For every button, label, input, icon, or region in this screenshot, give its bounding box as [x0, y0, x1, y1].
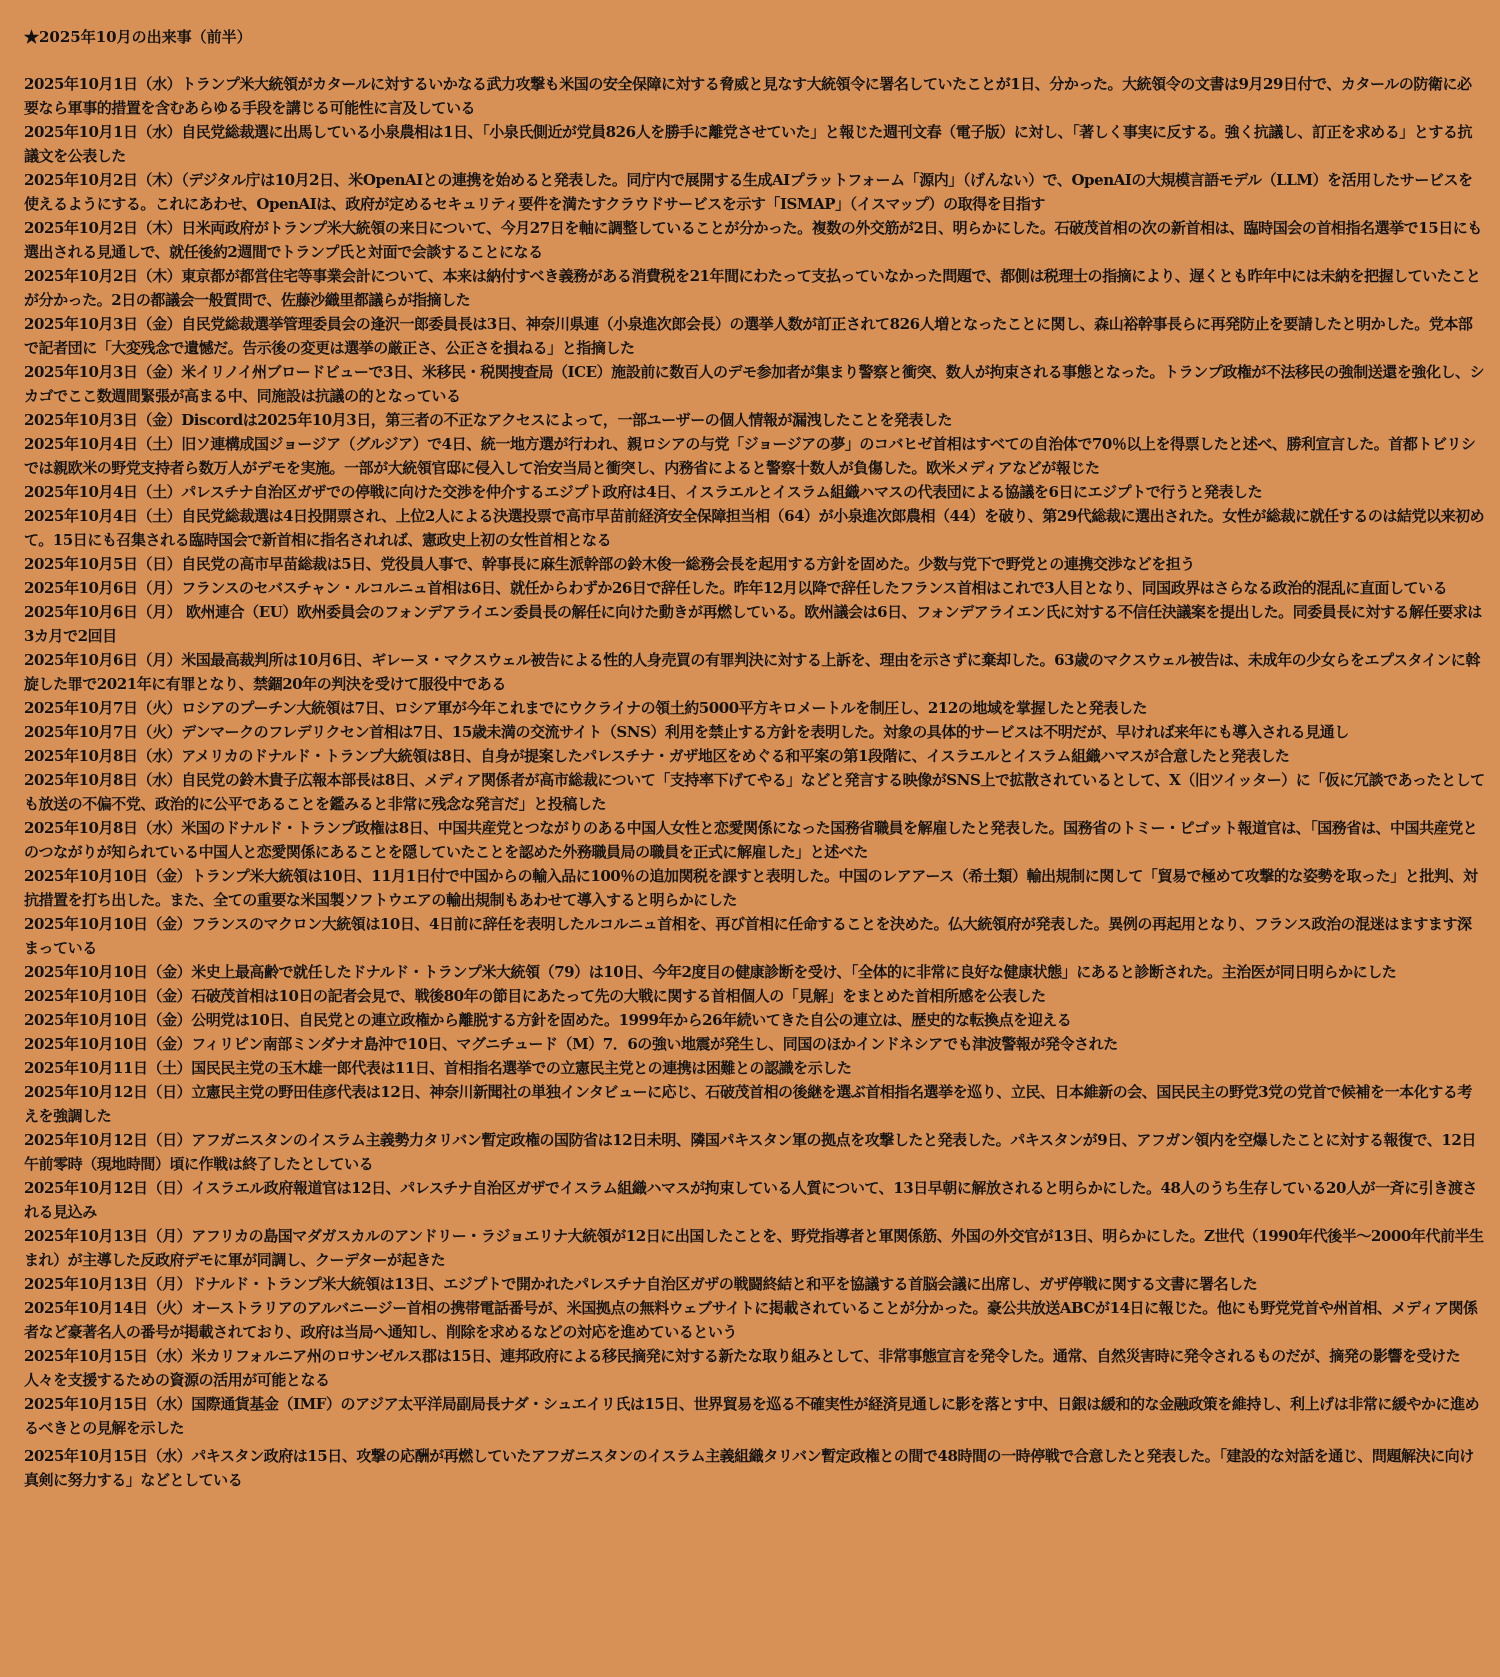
event-entry: 2025年10月8日（水）アメリカのドナルド・トランプ大統領は8日、自身が提案したパレスチナ・ガザ地区をめぐる和平案の第1段階に、イスラエルとイスラム組織ハマスが合意したと発表した: [24, 747, 1290, 765]
event-entry: 2025年10月6日（月）フランスのセバスチャン・ルコルニュ首相は6日、就任からわずか26日で辞任した。昨年12月以降で辞任したフランス首相はこれで3人目となり、同国政界はさらなる政治的混乱に直面している: [24, 579, 1448, 597]
event-entry: 2025年10月8日（水）米国のドナルド・トランプ政権は8日、中国共産党とつながりのある中国人女性と恋愛関係になった国務省職員を解雇したと発表した。国務省のトミー・ピゴット報道官は、「国務省は、中国共産党とのつながりが知られている中国人と恋愛関係にあることを隠していたことを認めた外務職員局の職員を正式に解雇した」と述べた: [24, 819, 1478, 861]
event-list: [24, 72, 1486, 1492]
event-entry: 2025年10月12日（日）立憲民主党の野田佳彦代表は12日、神奈川新聞社の単独インタビューに応じ、石破茂首相の後継を選ぶ首相指名選挙を巡り、立民、日本維新の会、国民民主の野党3党の党首で候補を一本化する考えを強調した: [24, 1083, 1472, 1125]
event-entry: 2025年10月7日（火）デンマークのフレデリクセン首相は7日、15歳未満の交流サイト（SNS）利用を禁止する方針を表明した。対象の具体的サービスは不明だが、早ければ来年にも導入される見通し: [24, 723, 1349, 741]
event-entry: 2025年10月3日（金）自民党総裁選挙管理委員会の逢沢一郎委員長は3日、神奈川県連（小泉進次郎会長）の選挙人数が訂正されて826人増となったことに関し、森山裕幹事長らに再発防止を要請したと明かした。党本部で記者団に「大変残念で遺憾だ。告示後の変更は選挙の厳正さ、公正さを損ねる」と指摘した: [24, 315, 1473, 357]
event-entry: 2025年10月10日（金）石破茂首相は10日の記者会見で、戦後80年の節目にあたって先の大戦に関する首相個人の「見解」をまとめた首相所感を公表した: [24, 987, 1046, 1005]
event-entry: 2025年10月8日（水）自民党の鈴木貴子広報本部長は8日、メディア関係者が高市総裁について「支持率下げてやる」などと発言する映像がSNS上で拡散されているとして、X（旧ツイッター）に「仮に冗談であったとしても放送の不偏不党、政治的に公平であることを鑑みると非常に残念な発言だ」と投稿した: [24, 771, 1485, 813]
event-entry: 2025年10月11日（土）国民民主党の玉木雄一郎代表は11日、首相指名選挙での立憲民主党との連携は困難との認識を示した: [24, 1059, 852, 1077]
event-entry: 2025年10月10日（金）フランスのマクロン大統領は10日、4日前に辞任を表明したルコルニュ首相を、再び首相に任命することを決めた。仏大統領府が発表した。異例の再起用となり、フランス政治の混迷はますます深まっている: [24, 915, 1472, 957]
event-entry: 2025年10月10日（金）米史上最高齢で就任したドナルド・トランプ米大統領（79）は10日、今年2度目の健康診断を受け、「全体的に非常に良好な健康状態」にあると診断された。主治医が同日明らかにした: [24, 963, 1397, 981]
event-entry: 2025年10月6日（月）米国最高裁判所は10月6日、ギレーヌ・マクスウェル被告による性的人身売買の有罪判決に対する上訴を、理由を示さずに棄却した。63歳のマクスウェル被告は、未成年の少女らをエプスタインに斡旋した罪で2021年に有罪となり、禁錮20年の判決を受けて服役中である: [24, 651, 1480, 693]
event-entry: 2025年10月4日（土）旧ソ連構成国ジョージア（グルジア）で4日、統一地方選が行われ、親ロシアの与党「ジョージアの夢」のコバヒゼ首相はすべての自治体で70％以上を得票したと述べ、勝利宣言した。首都トビリシでは親欧米の野党支持者ら数万人がデモを実施。一部が大統領官邸に侵入して治安当局と衝突し、内務省によると警察十数人が負傷した。欧米メディアなどが報じた: [24, 435, 1476, 477]
event-entry: 2025年10月15日（水）米カリフォルニア州のロサンゼルス郡は15日、連邦政府による移民摘発に対する新たな取り組みとして、非常事態宣言を発令した。通常、自然災害時に発令されるものだが、摘発の影響を受けた人々を支援するための資源の活用が可能となる: [24, 1347, 1461, 1389]
page-title: ★2025年10月の出来事（前半）: [24, 28, 252, 46]
event-entry: 2025年10月13日（月）アフリカの島国マダガスカルのアンドリー・ラジョエリナ大統領が12日に出国したことを、野党指導者と軍関係筋、外国の外交官が13日、明らかにした。Z世代（1990年代後半～2000年代前半生まれ）が主導した反政府デモに軍が同調し、クーデターが起きた: [24, 1227, 1484, 1269]
event-entry: 2025年10月2日（木）（デジタル庁は10月2日、米OpenAIとの連携を始めると発表した。同庁内で展開する生成AIプラットフォーム「源内」（げんない）で、OpenAIの大規模言語モデル（LLM）を活用したサービスを使えるようにする。これにあわせ、OpenAIは、政府が定めるセキュリティ要件を満たすクラウドサービスを示す「ISMAP」（イスマップ）の取得を目指す: [24, 171, 1473, 213]
event-entry: 2025年10月4日（土）パレスチナ自治区ガザでの停戦に向けた交渉を仲介するエジプト政府は4日、イスラエルとイスラム組織ハマスの代表団による協議を6日にエジプトで行うと発表した: [24, 483, 1263, 501]
event-entry: 2025年10月3日（金）米イリノイ州ブロードビューで3日、米移民・税関捜査局（ICE）施設前に数百人のデモ参加者が集まり警察と衝突、数人が拘束される事態となった。トランプ政権が不法移民の強制送還を強化し、シカゴでここ数週間緊張が高まる中、同施設は抗議の的となっている: [24, 363, 1485, 405]
event-entry: 2025年10月1日（水）自民党総裁選に出馬している小泉農相は1日、「小泉氏側近が党員826人を勝手に離党させていた」と報じた週刊文春（電子版）に対し、「著しく事実に反する。強く抗議し、訂正を求める」とする抗議文を公表した: [24, 123, 1473, 165]
event-entry: 2025年10月15日（水）国際通貨基金（IMF）のアジア太平洋局副局長ナダ・シュエイリ氏は15日、世界貿易を巡る不確実性が経済見通しに影を落とす中、日銀は緩和的な金融政策を維持し、利上げは非常に緩やかに進めるべきとの見解を示した: [24, 1395, 1480, 1437]
event-entry: 2025年10月4日（土）自民党総裁選は4日投開票され、上位2人による決選投票で高市早苗前経済安全保障担当相（64）が小泉進次郎農相（44）を破り、第29代総裁に選出された。女性が総裁に就任するのは結党以来初めて。15日にも召集される臨時国会で新首相に指名されれば、憲政史上初の女性首相となる: [24, 507, 1485, 549]
event-entry: 2025年10月3日（金）Discordは2025年10月3日，第三者の不正なアクセスによって，一部ユーザーの個人情報が漏洩したことを発表した: [24, 411, 953, 429]
event-entry: 2025年10月10日（金）トランプ米大統領は10日、11月1日付で中国からの輸入品に100％の追加関税を課すと表明した。中国のレアアース（希土類）輸出規制に関して「貿易で極めて攻撃的な姿勢を取った」と批判、対抗措置を打ち出した。また、全ての重要な米国製ソフトウエアの輸出規制もあわせて導入すると明らかにした: [24, 867, 1478, 909]
event-entry: 2025年10月2日（木）日米両政府がトランプ米大統領の来日について、今月27日を軸に調整していることが分かった。複数の外交筋が2日、明らかにした。石破茂首相の次の新首相は、臨時国会の首相指名選挙で15日にも選出される見通しで、就任後約2週間でトランプ氏と対面で会談することになる: [24, 219, 1482, 261]
event-entry: 2025年10月10日（金）公明党は10日、自民党との連立政権から離脱する方針を固めた。1999年から26年続いてきた自公の連立は、歴史的な転換点を迎える: [24, 1011, 1072, 1029]
event-entry: 2025年10月15日（水）パキスタン政府は15日、攻撃の応酬が再燃していたアフガニスタンのイスラム主義組織タリバン暫定政権との間で48時間の一時停戦で合意したと発表した。「建設的な対話を通じ、問題解決に向け真剣に努力する」などとしている: [24, 1447, 1474, 1489]
event-entry: 2025年10月6日（月） 欧州連合（EU）欧州委員会のフォンデアライエン委員長の解任に向けた動きが再燃している。欧州議会は6日、フォンデアライエン氏に対する不信任決議案を提出した。同委員長に対する解任要求は3カ月で2回目: [24, 603, 1482, 645]
event-entry: 2025年10月1日（水）トランプ米大統領がカタールに対するいかなる武力攻撃も米国の安全保障に対する脅威と見なす大統領令に署名していたことが1日、分かった。大統領令の文書は9月29日付で、カタールの防衛に必要なら軍事的措置を含むあらゆる手段を講じる可能性に言及している: [24, 75, 1472, 117]
event-entry: 2025年10月14日（火）オーストラリアのアルバニージー首相の携帯電話番号が、米国拠点の無料ウェブサイトに掲載されていることが分かった。豪公共放送ABCが14日に報じた。他にも野党党首や州首相、メディア関係者など豪著名人の番号が掲載されており、政府は当局へ通知し、削除を求めるなどの対応を進めているという: [24, 1299, 1478, 1341]
event-entry: 2025年10月13日（月）ドナルド・トランプ米大統領は13日、エジプトで開かれたパレスチナ自治区ガザの戦闘終結と和平を協議する首脳会議に出席し、ガザ停戦に関する文書に署名した: [24, 1275, 1258, 1293]
event-entry: 2025年10月12日（日）イスラエル政府報道官は12日、パレスチナ自治区ガザでイスラム組織ハマスが拘束している人質について、13日早朝に解放されると明らかにした。48人のうち生存している20人が一斉に引き渡される見込み: [24, 1179, 1477, 1221]
event-entry: 2025年10月2日（木）東京都が都営住宅等事業会計について、本来は納付すべき義務がある消費税を21年間にわたって支払っていなかった問題で、都側は税理士の指摘により、遅くとも昨年中には未納を把握していたことが分かった。2日の都議会一般質問で、佐藤沙織里都議らが指摘した: [24, 267, 1481, 309]
event-entry: 2025年10月7日（火）ロシアのプーチン大統領は7日、ロシア軍が今年これまでにウクライナの領土約5000平方キロメートルを制圧し、212の地域を掌握したと発表した: [24, 699, 1148, 717]
event-entry: 2025年10月10日（金）フィリピン南部ミンダナオ島沖で10日、マグニチュード（M）7．6の強い地震が発生し、同国のほかインドネシアでも津波警報が発令された: [24, 1035, 1118, 1053]
event-entry: 2025年10月12日（日）アフガニスタンのイスラム主義勢力タリバン暫定政権の国防省は12日未明、隣国パキスタン軍の拠点を攻撃したと発表した。パキスタンが9日、アフガン領内を空爆したことに対する報復で、12日午前零時（現地時間）頃に作戦は終了したとしている: [24, 1131, 1476, 1173]
event-entry: 2025年10月5日（日）自民党の高市早苗総裁は5日、党役員人事で、幹事長に麻生派幹部の鈴木俊一総務会長を起用する方針を固めた。少数与党下で野党との連携交渉などを担う: [24, 555, 1195, 573]
